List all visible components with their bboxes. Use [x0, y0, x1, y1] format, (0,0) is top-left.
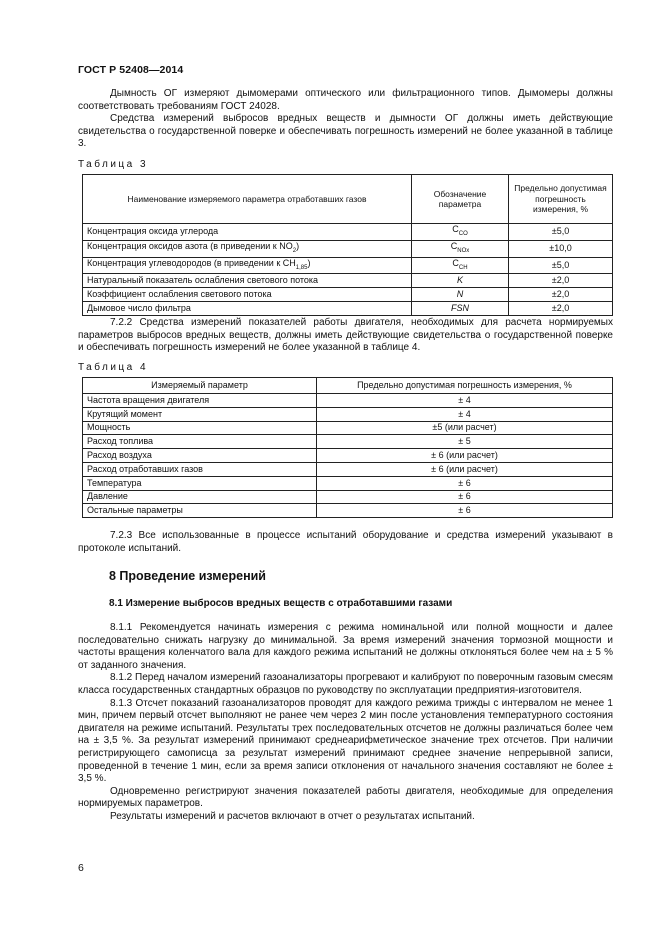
table-header-row [83, 175, 613, 224]
table-row [83, 476, 613, 490]
table-row [83, 288, 613, 302]
param-symbol: $C_{CH}$ [412, 257, 509, 274]
param-name: Коэффициент ослабления светового потока [83, 288, 412, 302]
param-name: Дымовое число фильтра [83, 302, 412, 316]
table-row [83, 394, 613, 408]
param-symbol: $C_{CO}$ [412, 224, 509, 241]
table-header-row [83, 378, 613, 394]
param-error: ±5,0 [509, 257, 613, 274]
paragraph-text: 8.1.2 Перед началом измерений газоанализаторы прогревают и калибруют по поверочным газовым смесям класса государственных стандартных образцов по руководству по эксплуатации предприятия-изготовителя. [78, 672, 613, 696]
param-name: Температура [83, 476, 317, 490]
param-symbol: N [412, 288, 509, 302]
paragraph-text: 7.2.3 Все использованные в процессе испытаний оборудование и средства измерений указывают в протоколе испытаний. [78, 530, 613, 554]
paragraph-text: Одновременно регистрируют значения показателей работы двигателя, необходимые для определения нормируемых параметров. [78, 785, 613, 810]
table-row [83, 274, 613, 288]
section-8-1-body [78, 622, 613, 824]
param-name: Расход воздуха [83, 449, 317, 463]
param-error: ±5,0 [509, 224, 613, 241]
paragraph-text: Результаты измерений и расчетов включают в отчет о результатах испытаний. [110, 810, 475, 822]
param-name: Крутящий момент [83, 407, 317, 421]
table4-caption: Таблица 4 [78, 362, 149, 373]
param-error: ±10,0 [509, 240, 613, 257]
paragraph-text: 7.2.2 Средства измерений показателей работы двигателя, необходимых для расчета нормируемых параметров выбросов вредных веществ, должны иметь действующие свидетельства о государственной поверке и обеспечивать погрешность измерений не более указанной в таблице 4. [78, 317, 613, 354]
table3-caption: Таблица 3 [78, 159, 149, 170]
document-header: ГОСТ Р 52408—2014 [78, 64, 184, 76]
param-error: ± 6 [317, 476, 613, 490]
param-error: ± 5 [317, 435, 613, 449]
table-row [83, 257, 613, 274]
paragraph-7-2-2 [78, 317, 613, 355]
table-header-cell: Предельно допустимая погрешность измерения, % [509, 175, 613, 224]
param-symbol: FSN [412, 302, 509, 316]
table-row [83, 449, 613, 463]
param-error: ± 4 [317, 407, 613, 421]
table-4 [82, 377, 613, 518]
table-3 [82, 174, 613, 316]
param-error: ± 6 [317, 504, 613, 518]
table-header-cell: Обозначение параметра [412, 175, 509, 224]
section-8-1-heading: 8.1 Измерение выбросов вредных веществ с отработавшими газами [109, 598, 453, 609]
paragraph-text: 8.1.1 Рекомендуется начинать измерения с режима номинальной или полной мощности и далее последовательно снижать нагрузку до минимальной. За время измерений значения тормозной мощности и частоты вращения коленчатого вала для каждого режима испытаний не должны отклоняться более чем на ± 5 % от заданного значения. [78, 622, 613, 671]
param-error: ±2,0 [509, 274, 613, 288]
param-symbol: $C_{NOx}$ [412, 240, 509, 257]
table-header-cell: Наименование измеряемого параметра отработавших газов [83, 175, 412, 224]
table-row [83, 462, 613, 476]
page-number: 6 [78, 862, 84, 874]
table-row [83, 490, 613, 504]
param-name: Натуральный показатель ослабления светового потока [83, 274, 412, 288]
param-name: Расход топлива [83, 435, 317, 449]
param-symbol: K [412, 274, 509, 288]
param-name: Частота вращения двигателя [83, 394, 317, 408]
param-error: ±2,0 [509, 288, 613, 302]
param-error: ± 6 [317, 490, 613, 504]
table-row [83, 407, 613, 421]
param-error: ± 4 [317, 394, 613, 408]
paragraph-smoke-meters [78, 88, 613, 151]
param-name: Давление [83, 490, 317, 504]
param-name: Мощность [83, 421, 317, 435]
table-row [83, 504, 613, 518]
param-name: Расход отработавших газов [83, 462, 317, 476]
section-8-heading: 8 Проведение измерений [109, 569, 266, 583]
table-row [83, 421, 613, 435]
paragraph-7-2-3 [78, 530, 613, 555]
paragraph-text: Средства измерений выбросов вредных веществ и дымности ОГ должны иметь действующие свидетельства о государственной поверке и обеспечивать погрешность измерений не более указанной в таблице 3. [78, 113, 613, 150]
table-row [83, 224, 613, 241]
table-header-cell: Измеряемый параметр [83, 378, 317, 394]
table-row [83, 302, 613, 316]
param-error: ±5 (или расчет) [317, 421, 613, 435]
param-error: ±2,0 [509, 302, 613, 316]
param-error: ± 6 (или расчет) [317, 449, 613, 463]
param-name: Концентрация углеводородов (в приведении к $CH_{1,85}$) [83, 257, 412, 274]
table-header-cell: Предельно допустимая погрешность измерения, % [317, 378, 613, 394]
paragraph-text: Дымность ОГ измеряют дымомерами оптического или фильтрационного типов. Дымомеры должны соответствовать требованиям ГОСТ 24028. [78, 88, 613, 112]
table-row [83, 435, 613, 449]
param-name: Концентрация оксида углерода [83, 224, 412, 241]
paragraph-text: 8.1.3 Отсчет показаний газоанализаторов проводят для каждого режима трижды с интервалом не менее 1 мин, причем первый отсчет выполняют не ранее чем через 2 мин после установления температурного состояния двигателя на режиме испытаний. Результаты трех последовательных отсчетов не должны различаться более чем на ± 3,5 %. За результат измерений принимают среднеарифметическое значение трех отсчетов. При наличии регистрирующего самописца за результат измерений принимают среднее значение непрерывной записи, проведенной в течение 1 мин, если за время записи отклонения от начального значения составляют не более ± 3,5 %. [78, 697, 613, 785]
param-error: ± 6 (или расчет) [317, 462, 613, 476]
table-row [83, 240, 613, 257]
param-name: Концентрация оксидов азота (в приведении к $NO_2$) [83, 240, 412, 257]
param-name: Остальные параметры [83, 504, 317, 518]
